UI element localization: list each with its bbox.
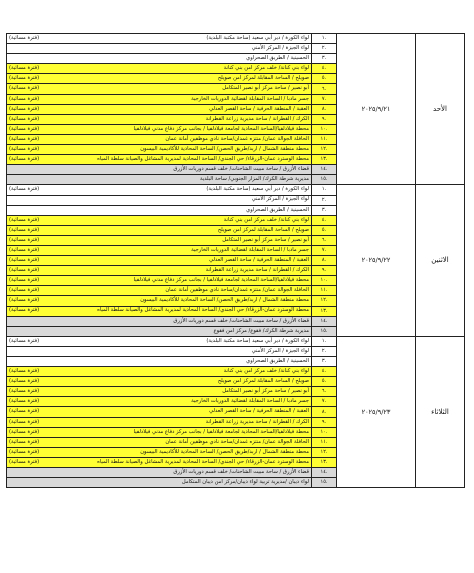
location-text: الكرك / القطرانة / ساحة مديرية زراعة القطرانة bbox=[205, 418, 309, 425]
location-cell bbox=[7, 235, 312, 245]
location-text: أبو نصير / ساحة مركز أبو نصير المتكامل bbox=[222, 85, 309, 92]
location-text: محطة منطقة الشمال / اربد/طريق الحصن/ الساحة المحاذية للأكاديمية البيسون bbox=[140, 145, 309, 152]
location-text: صويلح / الساحة المقابلة لمركز امن صويلح bbox=[217, 226, 309, 233]
location-text: العقبة / المنطقة الحرفية / ساحة القصر العدلي bbox=[209, 105, 309, 112]
shift-tag: (فترة مسائية) bbox=[9, 226, 40, 233]
row-number: .٣ bbox=[312, 205, 337, 215]
location-text: لواء بني كنانة/ خلف مركز امن بني كنانة bbox=[223, 368, 309, 375]
location-text: محطة الوسترد عمان-الزرقاء/ حي الجندي/ الساحة المحاذية لمديرية المشاغل والصيانة سلطة المياه bbox=[97, 156, 309, 163]
row-number: .١ bbox=[312, 34, 337, 44]
location-text: محطة الوسترد عمان-الزرقاء/ حي الجندي/ الساحة المحاذية لمديرية المشاغل والصيانة سلطة المياه bbox=[97, 458, 309, 465]
location-text: محطة منطقة الشمال / اربد/طريق الحصن/ الساحة المحاذية للأكاديمية البيسون bbox=[140, 297, 309, 304]
row-number: .٦ bbox=[312, 84, 337, 94]
location-text: جسر مادبا / الساحة المقابلة لقضائية الدوريات الخارجية bbox=[191, 398, 309, 405]
location-cell bbox=[7, 104, 312, 114]
location-text: لواء بني كنانة/ خلف مركز امن بني كنانة bbox=[223, 216, 309, 223]
row-number: .١٣ bbox=[312, 306, 337, 316]
row-number: .٨ bbox=[312, 104, 337, 114]
row-number: .٩ bbox=[312, 417, 337, 427]
shift-tag: (فترة مسائية) bbox=[9, 115, 40, 122]
location-text: مديرية شرطة الكرك/ المزار الجنوبي/ ساحة البلدية bbox=[200, 176, 309, 183]
location-text: أبو نصير / ساحة مركز أبو نصير المتكامل bbox=[222, 388, 309, 395]
row-number: .٥ bbox=[312, 377, 337, 387]
location-cell bbox=[7, 397, 312, 407]
location-text: العقبة / المنطقة الحرفية / ساحة القصر العدلي bbox=[209, 257, 309, 263]
location-cell bbox=[7, 215, 312, 225]
schedule-body bbox=[7, 34, 465, 488]
location-text: محطة فيلادلفيا/الساحة المحاذية لجامعة فيلادلفيا / بجانب مركز دفاع مدني فيلادلفيا bbox=[133, 428, 309, 435]
shift-tag: (فترة مسائية) bbox=[9, 34, 40, 41]
location-text: صويلح / الساحة المقابلة لمركز امن صويلح bbox=[217, 378, 309, 385]
date-cell: ٢٠٢٥/٩/٢٣ bbox=[337, 336, 416, 487]
location-text: الحافلة الجوالة عمان/ منتزه غمدان/ساحة نادي موظفين أمانة عمان bbox=[165, 438, 309, 445]
row-number: .٣ bbox=[312, 357, 337, 367]
location-text: الكرك / القطرانة / ساحة مديرية زراعة القطرانة bbox=[205, 115, 309, 122]
row-number: .١٥ bbox=[312, 326, 337, 336]
location-cell bbox=[7, 145, 312, 155]
location-cell bbox=[7, 245, 312, 255]
location-cell bbox=[7, 74, 312, 84]
shift-tag: (فترة مسائية) bbox=[9, 145, 40, 152]
location-text: الحافلة الجوالة عمان/ منتزه غمدان/ساحة نادي موظفين أمانة عمان bbox=[165, 287, 309, 294]
row-number: .٤ bbox=[312, 215, 337, 225]
shift-tag: (فترة مسائية) bbox=[9, 448, 40, 455]
shift-tag: (فترة مسائية) bbox=[9, 337, 40, 344]
location-cell bbox=[7, 266, 312, 276]
shift-tag: (فترة مسائية) bbox=[9, 307, 40, 314]
location-cell bbox=[7, 114, 312, 124]
location-cell bbox=[7, 34, 312, 44]
location-cell bbox=[7, 296, 312, 306]
location-cell bbox=[7, 256, 312, 266]
location-text: محطة الوسترد عمان-الزرقاء/ حي الجندي/ الساحة المحاذية لمديرية المشاغل والصيانة سلطة المياه bbox=[97, 307, 309, 314]
row-number: .٤ bbox=[312, 64, 337, 74]
shift-tag: (فترة مسائية) bbox=[9, 65, 40, 72]
row-number: .٦ bbox=[312, 387, 337, 397]
row-number: .١ bbox=[312, 185, 337, 195]
day-cell: الأحد bbox=[416, 34, 465, 185]
location-cell bbox=[7, 165, 312, 175]
shift-tag: (فترة مسائية) bbox=[9, 75, 40, 82]
location-cell bbox=[7, 457, 312, 467]
day-cell: الثلاثاء bbox=[416, 336, 465, 487]
location-cell bbox=[7, 427, 312, 437]
row-number: .١٢ bbox=[312, 296, 337, 306]
shift-tag: (فترة مسائية) bbox=[9, 267, 40, 274]
location-text: الحسينية / الطريق الصحراوي bbox=[246, 206, 309, 213]
location-cell bbox=[7, 336, 312, 346]
location-cell bbox=[7, 185, 312, 195]
location-text: لواء الكورة / دير أبي سعيد (ساحة مكتبة البلدية) bbox=[206, 337, 309, 344]
row-number: .١ bbox=[312, 336, 337, 346]
location-text: محطة منطقة الشمال / اربد/طريق الحصن/ الساحة المحاذية للأكاديمية البيسون bbox=[140, 448, 309, 455]
location-text: مديرية شرطة الكرك/ فقوع/ مركز امن فقوع bbox=[213, 327, 309, 334]
location-cell bbox=[7, 357, 312, 367]
row-number: .١٤ bbox=[312, 316, 337, 326]
shift-tag: (فترة مسائية) bbox=[9, 297, 40, 304]
shift-tag: (فترة مسائية) bbox=[9, 428, 40, 435]
location-text: لواء الجيزة / المركز الأمني bbox=[251, 196, 309, 203]
row-number: .٦ bbox=[312, 235, 337, 245]
row-number: .٥ bbox=[312, 225, 337, 235]
location-cell bbox=[7, 367, 312, 377]
date-cell: ٢٠٢٥/٩/٢١ bbox=[337, 34, 416, 185]
location-text: جسر مادبا / الساحة المقابلة لقضائية الدوريات الخارجية bbox=[191, 95, 309, 102]
location-cell bbox=[7, 134, 312, 144]
shift-tag: (فترة مسائية) bbox=[9, 95, 40, 102]
row-number: .٩ bbox=[312, 114, 337, 124]
location-cell bbox=[7, 175, 312, 185]
location-cell bbox=[7, 407, 312, 417]
row-number: .١٠ bbox=[312, 124, 337, 134]
location-text: محطة فيلادلفيا/الساحة المحاذية لجامعة فيلادلفيا / بجانب مركز دفاع مدني فيلادلفيا bbox=[133, 125, 309, 132]
row-number: .١٥ bbox=[312, 175, 337, 185]
shift-tag: (فترة مسائية) bbox=[9, 246, 40, 253]
shift-tag: (فترة مسائية) bbox=[9, 105, 40, 112]
location-text: أبو نصير / ساحة مركز أبو نصير المتكامل bbox=[222, 236, 309, 243]
location-cell bbox=[7, 286, 312, 296]
location-cell bbox=[7, 447, 312, 457]
location-cell bbox=[7, 437, 312, 447]
row-number: .٤ bbox=[312, 367, 337, 377]
shift-tag: (فترة مسائية) bbox=[9, 277, 40, 284]
location-text: العقبة / المنطقة الحرفية / ساحة القصر العدلي bbox=[209, 408, 309, 415]
shift-tag: (فترة مسائية) bbox=[9, 216, 40, 223]
location-text: لواء الكورة / دير أبي سعيد (ساحة مكتبة البلدية) bbox=[206, 34, 309, 41]
location-text: الحافلة الجوالة عمان/ منتزه غمدان/ساحة نادي موظفين أمانة عمان bbox=[165, 135, 309, 142]
shift-tag: (فترة مسائية) bbox=[9, 186, 40, 193]
row-number: .١٤ bbox=[312, 165, 337, 175]
row-number: .١١ bbox=[312, 134, 337, 144]
row-number: .٨ bbox=[312, 256, 337, 266]
location-text: محطة فيلادلفيا/الساحة المحاذية لجامعة فيلادلفيا / بجانب مركز دفاع مدني فيلادلفيا bbox=[133, 277, 309, 284]
table-row bbox=[7, 185, 465, 195]
row-number: .٢ bbox=[312, 346, 337, 356]
shift-tag: (فترة مسائية) bbox=[9, 287, 40, 294]
location-cell bbox=[7, 478, 312, 488]
location-cell bbox=[7, 44, 312, 54]
row-number: .٩ bbox=[312, 266, 337, 276]
row-number: .١٣ bbox=[312, 155, 337, 165]
location-cell bbox=[7, 84, 312, 94]
shift-tag: (فترة مسائية) bbox=[9, 388, 40, 395]
location-text: صويلح / الساحة المقابلة لمركز امن صويلح bbox=[217, 75, 309, 82]
row-number: .٧ bbox=[312, 397, 337, 407]
row-number: .١٢ bbox=[312, 447, 337, 457]
location-text: لواء الجيزة / المركز الأمني bbox=[251, 45, 309, 52]
row-number: .١٠ bbox=[312, 427, 337, 437]
location-cell bbox=[7, 94, 312, 104]
shift-tag: (فترة مسائية) bbox=[9, 156, 40, 163]
row-number: .١١ bbox=[312, 286, 337, 296]
row-number: .٨ bbox=[312, 407, 337, 417]
shift-tag: (فترة مسائية) bbox=[9, 368, 40, 375]
location-text: الحسينية / الطريق الصحراوي bbox=[246, 55, 309, 62]
shift-tag: (فترة مسائية) bbox=[9, 236, 40, 243]
shift-tag: (فترة مسائية) bbox=[9, 257, 40, 263]
row-number: .٥ bbox=[312, 74, 337, 84]
location-cell bbox=[7, 387, 312, 397]
shift-tag: (فترة مسائية) bbox=[9, 378, 40, 385]
table-row bbox=[7, 336, 465, 346]
row-number: .١٠ bbox=[312, 276, 337, 286]
row-number: .١٢ bbox=[312, 145, 337, 155]
row-number: .١٤ bbox=[312, 468, 337, 478]
table-row bbox=[7, 34, 465, 44]
shift-tag: (فترة مسائية) bbox=[9, 125, 40, 132]
location-cell bbox=[7, 306, 312, 316]
location-cell bbox=[7, 276, 312, 286]
location-text: جسر مادبا / الساحة المقابلة لقضائية الدوريات الخارجية bbox=[191, 246, 309, 253]
location-text: لواء ذيبان /مديرية تربية لواء ذيبان/مركز امن ذيبان المتكامل bbox=[181, 479, 309, 486]
date-cell: ٢٠٢٥/٩/٢٢ bbox=[337, 185, 416, 336]
location-text: قضاء الأزرق / ساحة مبيت الشاحنات/ خلف قسم دوريات الأزرق bbox=[173, 166, 309, 173]
location-cell bbox=[7, 54, 312, 64]
day-cell: الاثنين bbox=[416, 185, 465, 336]
shift-tag: (فترة مسائية) bbox=[9, 398, 40, 405]
location-cell bbox=[7, 155, 312, 165]
location-cell bbox=[7, 205, 312, 215]
location-cell bbox=[7, 64, 312, 74]
row-number: .٣ bbox=[312, 54, 337, 64]
shift-tag: (فترة مسائية) bbox=[9, 85, 40, 92]
location-text: الكرك / القطرانة / ساحة مديرية زراعة القطرانة bbox=[205, 267, 309, 274]
location-text: قضاء الأزرق / ساحة مبيت الشاحنات/ خلف قسم دوريات الأزرق bbox=[173, 317, 309, 324]
location-cell bbox=[7, 377, 312, 387]
location-cell bbox=[7, 468, 312, 478]
location-cell bbox=[7, 417, 312, 427]
location-cell bbox=[7, 195, 312, 205]
location-cell bbox=[7, 316, 312, 326]
row-number: .١٣ bbox=[312, 457, 337, 467]
shift-tag: (فترة مسائية) bbox=[9, 135, 40, 142]
shift-tag: (فترة مسائية) bbox=[9, 458, 40, 465]
shift-tag: (فترة مسائية) bbox=[9, 418, 40, 425]
schedule-table bbox=[6, 33, 465, 488]
location-cell bbox=[7, 225, 312, 235]
row-number: .١١ bbox=[312, 437, 337, 447]
location-cell bbox=[7, 346, 312, 356]
shift-tag: (فترة مسائية) bbox=[9, 408, 40, 415]
location-text: لواء الكورة / دير أبي سعيد (ساحة مكتبة البلدية) bbox=[206, 186, 309, 193]
row-number: .٧ bbox=[312, 94, 337, 104]
row-number: .١٥ bbox=[312, 478, 337, 488]
row-number: .٢ bbox=[312, 195, 337, 205]
row-number: .٧ bbox=[312, 245, 337, 255]
row-number: .٢ bbox=[312, 44, 337, 54]
shift-tag: (فترة مسائية) bbox=[9, 438, 40, 445]
location-cell bbox=[7, 326, 312, 336]
location-text: لواء الجيزة / المركز الأمني bbox=[251, 347, 309, 354]
location-text: قضاء الأزرق / ساحة مبيت الشاحنات/ خلف قسم دوريات الأزرق bbox=[173, 468, 309, 475]
location-text: لواء بني كنانة/ خلف مركز امن بني كنانة bbox=[223, 65, 309, 72]
location-text: الحسينية / الطريق الصحراوي bbox=[246, 357, 309, 364]
location-cell bbox=[7, 124, 312, 134]
